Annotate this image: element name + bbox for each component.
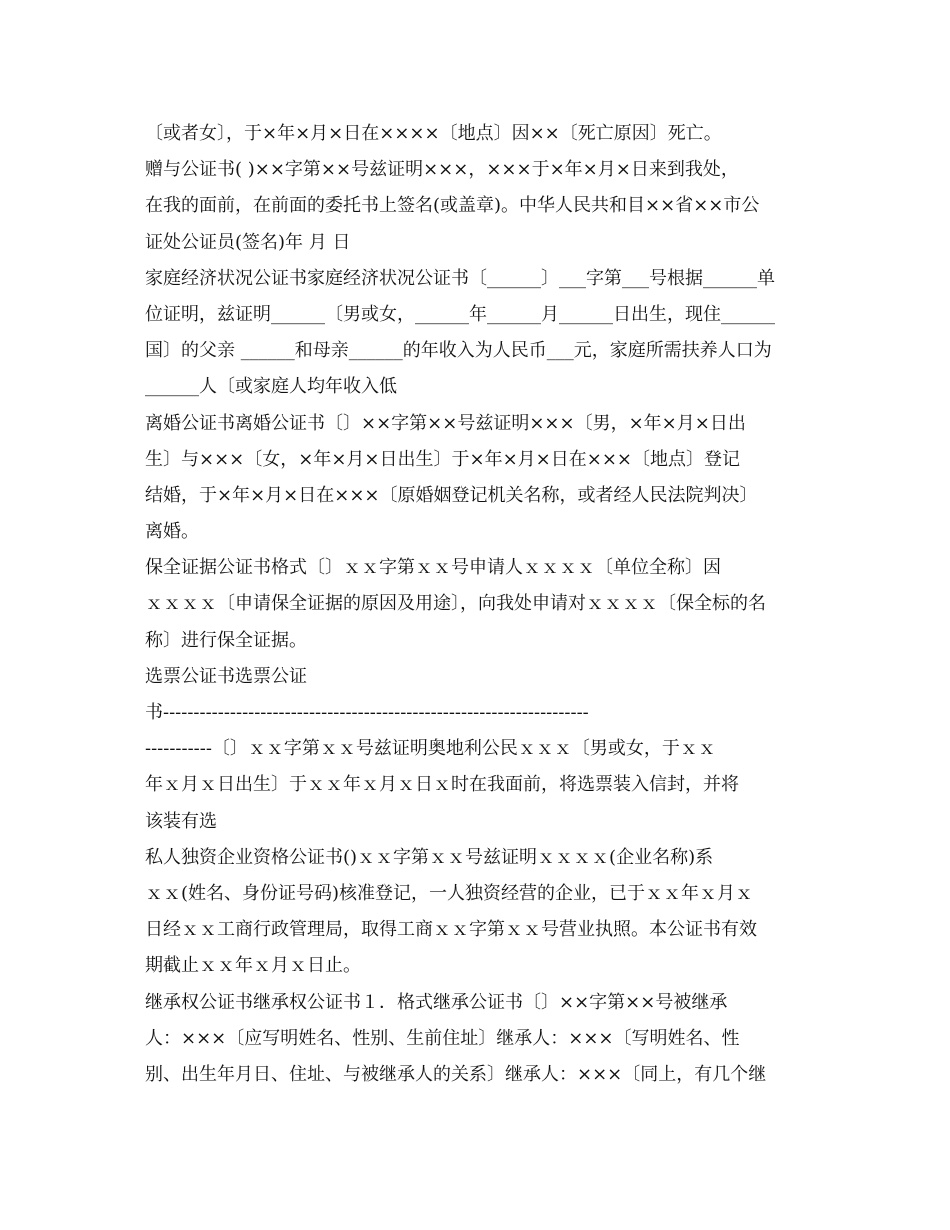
- text-line: 别、出生年月日、住址、与被继承人的关系〕继承人：×××〔同上，有几个继: [145, 1063, 767, 1085]
- text-line: 赠与公证书( )××字第××号兹证明×××，×××于×年×月×日来到我处，: [145, 159, 739, 181]
- text-line: 期截止ｘｘ年ｘ月ｘ日止。: [145, 955, 361, 977]
- document-body: [145, 116, 810, 1093]
- text-line: 保全证据公证书格式〔〕ｘｘ字第ｘｘ号申请人ｘｘｘｘ〔单位全称〕因: [145, 557, 721, 579]
- text-line: 位证明，兹证明______〔男或女，______年______月______日出生，现住______: [145, 303, 775, 325]
- text-line: 离婚。: [145, 521, 199, 543]
- text-line: 离婚公证书离婚公证书〔〕××字第××号兹证明×××〔男，×年×月×日出: [145, 412, 746, 434]
- text-line: 选票公证书选票公证: [145, 665, 307, 687]
- text-line: ｘｘｘｘ〔申请保全证据的原因及用途〕，向我处申请对ｘｘｘｘ〔保全标的名: [145, 593, 766, 615]
- text-line: 私人独资企业资格公证书()ｘｘ字第ｘｘ号兹证明ｘｘｘｘ(企业名称)系: [145, 846, 714, 868]
- text-line: 国〕的父亲 ______和母亲______的年收入为人民币___元，家庭所需扶养人口为: [145, 340, 772, 362]
- text-line: 〔或者女〕，于×年×月×日在××××〔地点〕因××〔死亡原因〕死亡。: [145, 123, 722, 144]
- text-line: 日经ｘｘ工商行政管理局，取得工商ｘｘ字第ｘｘ号营业执照。本公证书有效: [145, 919, 757, 941]
- text-line: 称〕进行保全证据。: [145, 629, 307, 651]
- text-line: 家庭经济状况公证书家庭经济状况公证书〔______〕___字第___号根据______单: [145, 267, 775, 289]
- text-line: -----------〔〕ｘｘ字第ｘｘ号兹证明奥地利公民ｘｘｘ〔男或女，于ｘｘ: [145, 738, 716, 760]
- text-line: 结婚，于×年×月×日在×××〔原婚姻登记机关名称，或者经人民法院判决〕: [145, 484, 758, 506]
- text-line: ______人〔或家庭人均年收入低: [145, 376, 397, 398]
- text-line: 书----------------------------------------------------------------------: [145, 702, 589, 723]
- text-line: 生〕与×××〔女，×年×月×日出生〕于×年×月×日在×××〔地点〕登记: [145, 448, 740, 470]
- text-line: 年ｘ月ｘ日出生〕于ｘｘ年ｘ月ｘ日ｘ时在我面前，将选票装入信封，并将: [145, 774, 739, 796]
- text-line: 人：×××〔应写明姓名、性别、生前住址〕继承人：×××〔写明姓名、性: [145, 1027, 740, 1049]
- text-line: 继承权公证书继承权公证书１．格式继承公证书〔〕××字第××号被继承: [145, 991, 728, 1013]
- text-line: 该装有选: [145, 810, 217, 832]
- text-line: 证处公证员(签名)年 月 日: [145, 231, 351, 253]
- text-line: ｘｘ(姓名、身份证号码)核准登记，一人独资经营的企业，已于ｘｘ年ｘ月ｘ: [145, 882, 754, 904]
- text-line: 在我的面前，在前面的委托书上签名(或盖章)。中华人民共和目××省××市公: [145, 195, 760, 217]
